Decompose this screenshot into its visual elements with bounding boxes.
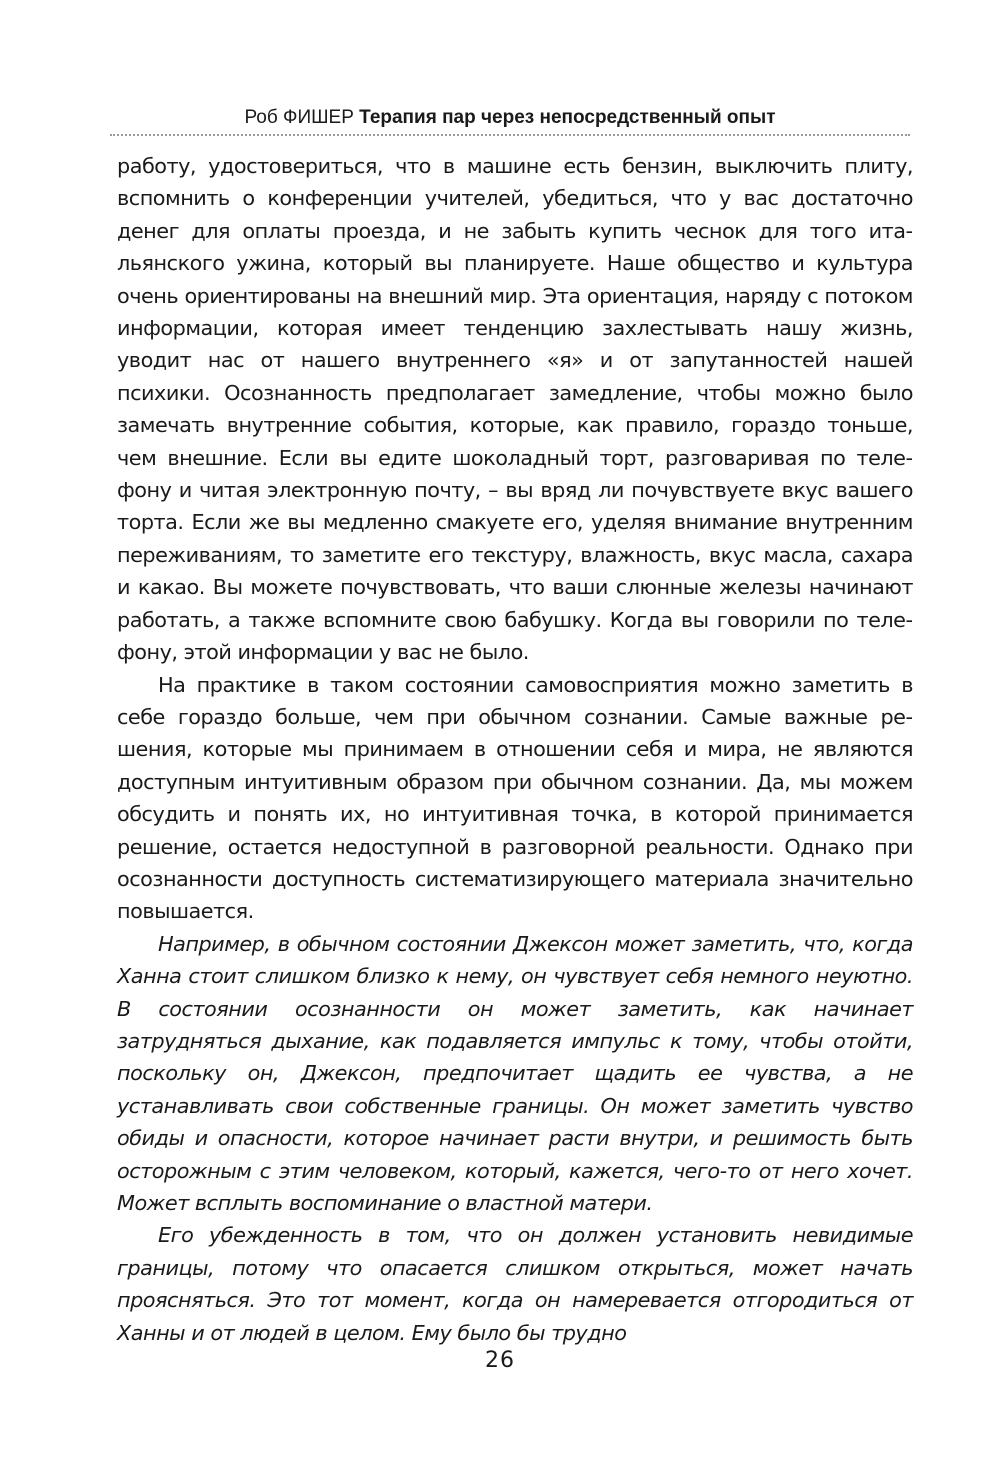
page-number: 26: [485, 1348, 515, 1373]
paragraph-example-jackson: Например, в обычном состоянии Джексон может заметить, что, когда Ханна стоит слишком близко к нему, он чувствует себя немного неуютно. В состоянии осознанности он может заметить, как начинает затрудняться дыхание, как подавляется импульс к тому, чтобы отойти, поскольку он, Джексон, предпочитает щадить ее чувства, а не устанавливать свои собственные границы. Он может заметить чувство обиды и опасности, которое начинает расти внутри, и решимость быть осторожным с этим человеком, который, кажется, чего-то от него хочет. Может всплыть воспоминание о властной матери.: [117, 931, 913, 1215]
body-text: [117, 150, 913, 1349]
header-author: Роб ФИШЕР: [244, 107, 354, 128]
running-header: [110, 104, 910, 136]
header-book-title: Терапия пар через непосредственный опыт: [359, 107, 776, 128]
paragraph-conviction: Его убежденность в том, что он должен установить невидимые границы, потому что опасается слишком открыться, может начать проясняться. Это тот момент, когда он намеревается отгородиться от Ханны и от людей в целом. Ему было бы трудно: [117, 1223, 913, 1345]
paragraph-practice: На практике в таком состоянии самовосприятия можно заметить в себе гораздо больше, чем при обычном сознании. Самые важные решения, которые мы принимаем в отношении себя и мира, не являются доступным интуитивным образом при обычном сознании. Да, мы можем обсудить и понять их, но интуитивная точка, в которой принимается решение, остается недоступной в разговорной реальности. Однако при осознанности доступность систематизирующего материала значительно повышается.: [117, 672, 913, 924]
paragraph-continued: работу, удостовериться, что в машине есть бензин, выключить плиту, вспомнить о конференции учителей, убедиться, что у вас достаточно денег для оплаты проезда, и не забыть купить чеснок для того итальянского ужина, который вы планируете. Наше общество и культура очень ориентированы на внешний мир. Эта ориентация, наряду с потоком информации, которая имеет тенденцию захлестывать нашу жизнь, уводит нас от нашего внутреннего «я» и от запутанностей нашей психики. Осознанность предполагает замедление, чтобы можно было замечать внутренние события, которые, как правило, гораздо тоньше, чем внешние. Если вы едите шоколадный торт, разговаривая по телефону и читая электронную почту, – вы вряд ли почувствуете вкус вашего торта. Если же вы медленно смакуете его, уделяя внимание внутренним переживаниям, то заметите его текстуру, влажность, вкус масла, сахара и какао. Вы можете почувствовать, что ваши слюнные железы начинают работать, а также вспомните свою бабушку. Когда вы говорили по телефону, этой информации у вас не было.: [117, 154, 913, 665]
